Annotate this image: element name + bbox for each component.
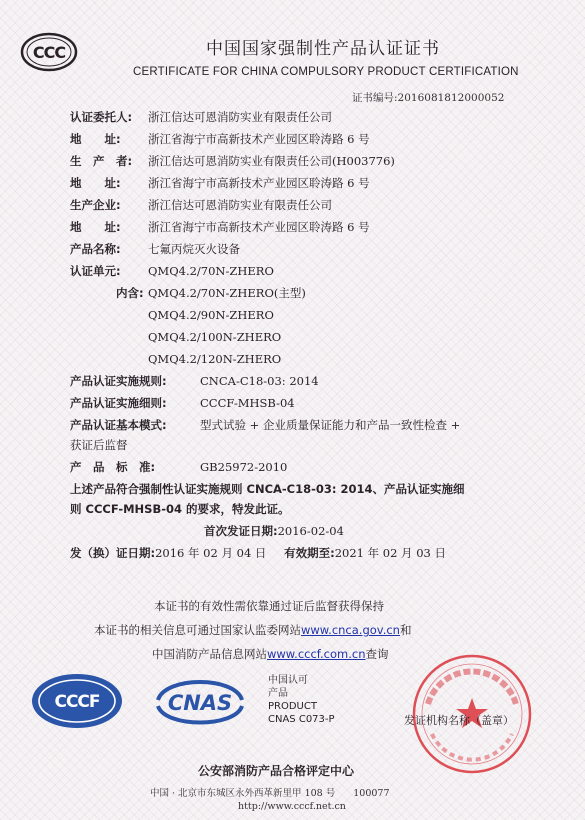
first-issue-label: 首次发证日期: (204, 524, 278, 538)
address-row-1 (70, 130, 370, 149)
first-issue-date: 2016-02-04 (277, 524, 344, 538)
cnas-en-line-2: CNAS C073-P (268, 714, 335, 725)
address-row-2 (70, 174, 370, 193)
unit-row (70, 262, 274, 281)
cnca-link[interactable]: www.cnca.gov.cn (301, 623, 400, 637)
valid-until-label: 有效期至: (284, 546, 335, 560)
contents-label: 内含: (116, 286, 144, 300)
product-row (70, 240, 240, 259)
unit-value: QMQ4.2/70N-ZHERO (148, 264, 274, 278)
cnas-en-line-1: PRODUCT (268, 701, 317, 712)
mode-row (70, 416, 460, 435)
organization-website[interactable]: http://www.cccf.net.cn (238, 801, 346, 812)
standard-value: GB25972-2010 (200, 460, 288, 474)
svg-text:CCC: CCC (32, 43, 66, 62)
validity-notice: 本证书的有效性需依靠通过证后监督获得保持 (154, 599, 384, 613)
address-row-3 (70, 218, 370, 237)
client-label: 认证委托人: (70, 110, 133, 124)
contents-row (116, 284, 306, 303)
factory-label: 生产企业: (70, 198, 121, 212)
rule-row (70, 372, 319, 391)
query-notice-1 (94, 622, 411, 638)
factory-row (70, 196, 332, 215)
cnas-accreditation (268, 674, 335, 726)
cert-no-label: 证书编号: (352, 92, 398, 104)
standard-row (70, 458, 287, 477)
address-value-3: 浙江省海宁市高新技术产业园区聆涛路 6 号 (148, 220, 370, 234)
standard-label: 产 品 标 准: (70, 460, 156, 474)
producer-label: 生 产 者: (70, 154, 133, 168)
contents-item: QMQ4.2/100N-ZHERO (148, 330, 282, 344)
cnas-logo-icon (150, 670, 250, 732)
cnas-logo-text: CNAS (167, 691, 233, 715)
cert-no-value: 2016081812000052 (397, 92, 505, 104)
query-notice-and: 和 (399, 623, 412, 637)
contents-item: QMQ4.2/90N-ZHERO (148, 308, 274, 322)
issue-date-row (70, 544, 446, 563)
query-notice-2 (152, 646, 388, 662)
client-value: 浙江信达可恩消防实业有限责任公司 (148, 110, 332, 124)
issuing-organization: 公安部消防产品合格评定中心 (198, 764, 355, 778)
client-row (70, 108, 332, 127)
mode-value-continued: 获证后监督 (70, 438, 128, 452)
address-label-1: 地 址: (70, 132, 121, 146)
factory-value: 浙江信达可恩消防实业有限责任公司 (148, 198, 332, 212)
statement-line-2: 则 CCCF-MHSB-04 的要求，特发此证。 (70, 502, 290, 516)
detail-label: 产品认证实施细则: (70, 396, 167, 410)
address-value-1: 浙江省海宁市高新技术产业园区聆涛路 6 号 (148, 132, 370, 146)
address-label-2: 地 址: (70, 176, 121, 190)
cccf-link[interactable]: www.cccf.com.cn (267, 647, 366, 661)
organization-address-row (150, 785, 390, 799)
query-notice-suffix: 查询 (365, 647, 389, 661)
valid-until-value: 2021 年 02 月 03 日 (334, 546, 446, 560)
cnas-cn-line-2: 产品 (268, 688, 288, 699)
mode-label: 产品认证基本模式: (70, 418, 167, 432)
detail-value: CCCF-MHSB-04 (200, 396, 295, 410)
query-notice-text: 本证书的相关信息可通过国家认监委网站 (94, 623, 301, 637)
certificate-number (352, 90, 504, 105)
product-label: 产品名称: (70, 242, 121, 256)
contents-item: QMQ4.2/120N-ZHERO (148, 352, 282, 366)
certificate-title-en: CERTIFICATE FOR CHINA COMPULSORY PRODUCT CERTIFICATION (133, 66, 519, 78)
organization-zip: 100077 (353, 788, 390, 799)
product-value: 七氟丙烷灭火设备 (148, 242, 240, 256)
unit-label: 认证单元: (70, 264, 121, 278)
organization-address: 中国 · 北京市东城区永外西革新里甲 108 号 (150, 788, 336, 799)
cccf-logo-text: CCCF (54, 692, 100, 712)
issue-date-label: 发（换）证日期: (70, 546, 156, 560)
issuing-body-caption: 发证机构名称（盖章） (404, 714, 514, 727)
rule-value: CNCA-C18-03: 2014 (200, 374, 319, 388)
detail-row (70, 394, 295, 413)
cccf-logo-icon (30, 672, 124, 730)
mode-value: 型式试验 + 企业质量保证能力和产品一致性检查 + (200, 418, 461, 432)
certificate-title-cn: 中国国家强制性产品认证证书 (206, 39, 440, 59)
statement-line-1: 上述产品符合强制性认证实施规则 CNCA-C18-03: 2014、产品认证实施细 (70, 482, 465, 496)
ccc-logo-icon (20, 32, 78, 72)
query-notice-text: 中国消防产品信息网站 (152, 647, 267, 661)
first-issue-row (204, 522, 344, 541)
issue-date-value: 2016 年 02 月 04 日 (155, 546, 267, 560)
address-label-3: 地 址: (70, 220, 121, 234)
cnas-cn-line-1: 中国认可 (268, 675, 308, 686)
rule-label: 产品认证实施规则: (70, 374, 167, 388)
producer-value: 浙江信达可恩消防实业有限责任公司(H003776) (148, 154, 395, 168)
producer-row (70, 152, 395, 171)
address-value-2: 浙江省海宁市高新技术产业园区聆涛路 6 号 (148, 176, 370, 190)
contents-item: QMQ4.2/70N-ZHERO(主型) (148, 286, 306, 300)
